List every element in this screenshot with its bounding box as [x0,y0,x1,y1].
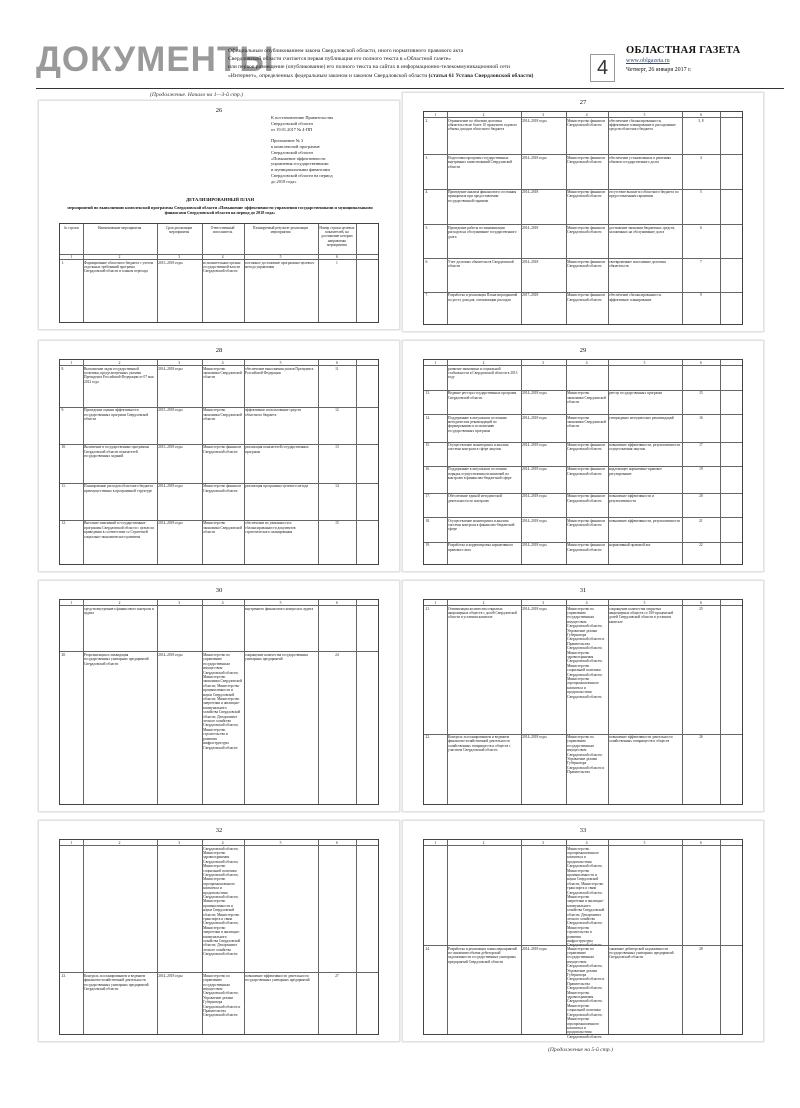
table-cell: 13 [335,445,339,450]
document-page [38,580,400,812]
table-cell: Выполнение задач государственной политики, предусмотренных указами Президента Российской Федерации от 07 мая 2012 года [84,366,154,384]
table-cell: 26 [699,735,703,740]
table-cell: исполнительные органы государственной власти Свердловской области [203,260,241,274]
column-index: 1 [70,600,73,605]
table-cell: Министерство финансов Свердловской области [567,118,606,127]
table-cell: 2014–2018 годы [522,467,547,472]
table-cell [683,847,719,944]
table-cell: Министерство экономики Свердловской области [567,415,606,429]
table-header-cell: Срок реализации мероприятия [166,225,193,234]
column-index: 1 [70,254,73,259]
table-cell: 16 [699,415,703,420]
plan-table [423,359,743,565]
column-index: 3 [542,600,545,605]
header-divider [36,88,784,89]
table-cell: Осуществление мониторинга и анализа системы контроля в сфере закупок [448,443,509,452]
annex-line: Приложение № 3 [271,138,304,144]
table-cell: своевременное исполнение долговых обязательств [609,259,667,269]
table-cell: отсутствие выплат из областного бюджета по предоставленным гарантиям [609,190,679,199]
plan-table [423,599,743,805]
table-cell: 2014–2018 годы [158,484,183,489]
table-cell: 2014–2018 [522,259,539,264]
table-cell: 12 [335,408,339,413]
column-index: 1 [70,840,73,845]
table-cell: 22 [699,543,703,548]
column-index: 5 [279,360,282,365]
newspaper-header [0,0,800,92]
table-cell: 27 [335,973,339,978]
table-cell: Ограничение по объемам долговых обязательств не более 10 процентов годового объема доходов областного бюджета [448,118,518,132]
table-header-cell: № строки [63,225,79,230]
table-cell [426,367,446,389]
table-cell [319,607,355,650]
table-cell: Планирование расходов областного бюджета преимущественно в программной структуре [84,484,153,493]
column-index: 5 [643,360,646,365]
table-cell: 17. [425,494,430,499]
column-index: 4 [221,840,224,845]
table-cell: Проведение оценки эффективности государственных программ Свердловской области [84,408,149,422]
table-cell: реестр государственных программ [609,391,662,396]
table-cell: 2017–2018 [522,293,539,298]
table-cell [522,367,564,389]
table-cell: Свердловской области; Министерство здравоохранения Свердловской области; Министерство социальной политики Свердловской области; Министерство агропромышленного комплекса и продовольствия Свердловской области; Министерство промышленности и науки Свердловской области; Министерство транспорта и связи Свердловской области; Министерство энергетики и жилищно-коммунального хозяйства Свердловской области; Департамент лесного хозяйства Свердловской области [203,846,241,957]
table-cell: 20. [61,652,66,657]
table-cell: Формирование областного бюджета с учетом отдельных требований программ Свердловской области и планом перехода [84,260,154,274]
table-cell [62,847,82,971]
table-cell: 3, 8 [698,118,704,123]
plan-table [59,839,379,1035]
table-cell: эффективное использование средств областного бюджета [245,408,301,417]
document-page [402,92,764,332]
table-cell: 2014–2018 годы [522,606,547,611]
table-cell: Разработка и корректировка нормативного правового акта [448,543,514,552]
table-cell: 5 [700,190,702,195]
table-cell: 2014–2018 годы [522,118,547,123]
table-cell [522,847,564,944]
continued-on: (Продолжение на 5-й стр.) [548,1047,613,1053]
table-cell: Министерство финансов Свердловской области [203,445,242,454]
table-cell: реализация программно-целевого метода [245,484,309,489]
table-cell: достижение экономии бюджетных средств, заложенных на обслуживание долга [609,225,676,235]
table-cell: Министерство финансов Свердловской области [567,543,606,552]
table-cell: Проведение работы по минимизации расходов на обслуживание государственного долга [448,225,517,239]
annex-line: Свердловской области [271,149,313,155]
table-cell: сокращение количества государственных унитарных предприятий [245,652,309,662]
table-cell: снижение дебиторской задолженности государственных унитарных предприятий Свердловской области [609,946,674,960]
page-number: 32 [215,827,223,834]
table-cell: 9. [61,408,65,413]
document-page [38,340,400,572]
table-cell: 2014–2018 годы [522,735,547,740]
column-index: 3 [542,360,545,365]
table-cell: Министерство финансов Свердловской области [567,155,606,165]
column-index: 4 [585,112,588,117]
table-cell: 2014–2018 годы [522,155,547,160]
table-cell: 15 [699,391,703,396]
annex-line: Свердловской области [271,120,313,126]
table-column-rule [356,600,357,804]
table-cell: Министерство по управлению государственным имуществом Свердловской области; Управление делами Губернатора Свердловской области и Правительства Свердловской области [203,973,241,1018]
table-cell: 2014–2018 годы [522,946,547,951]
document-page [402,580,764,812]
annex-block [271,115,391,185]
table-cell: развитие экономики и социальной стабильности в Свердловской области в 2013 году [448,366,518,380]
table-cell: Министерство агропромышленного комплекса и продовольствия Свердловской области; Министерство промышленности и науки Свердловской области; Министерство транспорта и связи Свердловской области; Министерство энергетики и жилищно-коммунального хозяйства Свердловской области; Департамент лесного хозяйства Свердловской области; Министерство строительства и развития инфраструктуры Свердловской области [567,846,605,948]
legal-bold: (статья 61 Устава Свердловской области) [428,72,534,79]
table-cell: 24. [425,946,430,951]
column-index: 2 [118,254,121,259]
table-cell: 2. [425,118,429,123]
table-cell: обеспечение установленных в решениях объемов государственного долга [609,155,672,165]
table-cell: 11. [61,484,66,489]
masthead: ДОКУМЕНТЫ [36,40,275,79]
column-index: 1 [434,600,437,605]
table-header-cell: Ответственный исполнитель [210,225,235,234]
table-cell: Оптимизация количества открытых акционерных обществ с долей Свердловской области в уставном капитале [448,606,517,620]
column-index: 1 [434,840,437,845]
table-cell: обеспечение сбалансированности, эффективное планирование и расходование средств областного бюджета [609,118,676,132]
table-cell [84,847,155,971]
table-cell: 2014–2018 годы [158,652,183,657]
annex-line: К постановлению Правительства [271,115,333,120]
continued-from: (Продолжение. Начало на 1—3-й стр.) [150,92,243,98]
column-index: 5 [279,600,282,605]
issue-date: Четверг, 26 января 2017 г. [626,67,692,73]
document-page [402,340,764,572]
table-cell: 7. [425,293,429,298]
table-cell [426,847,446,944]
table-cell [203,607,242,650]
annex-line: «Повышение эффективности [271,155,326,161]
table-cell: 1 [336,260,338,265]
column-index: 6 [336,254,338,259]
annex-line: управления государственными [271,161,329,167]
table-header-cell: Наименование мероприятия [97,225,142,230]
table-cell: Реорганизация и ликвидация государственных унитарных предприятий Свердловской области [84,652,149,666]
plan-subtitle: мероприятий по выполнению комплексной программы Свердловской области «Повышение эффективности управления государственными и муниципальными финансами Свердловской области на период до 2018 года» [67,205,373,216]
document-page [38,100,400,330]
table-cell: 6 [700,225,702,230]
newspaper-info [626,45,786,75]
column-index: 2 [482,360,485,365]
column-index: 2 [118,600,121,605]
column-index: 3 [542,112,545,117]
column-index: 5 [643,840,646,845]
table-cell: 2014–2018 годы [522,494,547,499]
column-index: 4 [221,360,224,365]
page-number: 30 [215,587,223,594]
table-cell: 20 [699,494,703,499]
column-index: 6 [700,112,702,117]
table-cell: Разработка и реализация плана мероприятий по снижению объема дебиторской задолженности государственных унитарных предприятий Свердловской области [448,946,517,964]
table-cell: 15. [425,443,430,448]
table-cell: 2015–2018 годы [158,408,183,413]
table-cell: 4 [700,155,702,160]
annex-line: от 19.01.2017 № 4-ПП [271,126,313,132]
table-cell: 2014–2018 годы [522,415,547,420]
column-index: 2 [482,112,485,117]
column-index: 3 [542,840,545,845]
table-cell: 19 [699,467,703,472]
table-cell: Контроль за планированием и ведением финансово-хозяйственной деятельности государственных унитарных предприятий Свердловской области [84,973,149,991]
page-number: 27 [579,99,587,106]
table-cell: повышение эффективности, результативности осуществления закупок [609,443,680,452]
table-cell: Проведение анализа финансового состояния принципала при предоставлении государственной гарантии [448,190,517,203]
table-column-rule [356,360,357,564]
table-cell: 25 [699,606,703,611]
table-cell: 1. [61,260,65,265]
page-number-badge: 4 [590,54,615,82]
table-cell: 8. [61,366,65,371]
table-cell: 7 [700,259,702,264]
legal-notice [228,47,580,80]
table-cell: Министерство финансов Свердловской области [567,225,606,235]
column-index: 6 [700,360,702,365]
table-cell [319,847,355,971]
table-cell: повышение эффективности деятельности хозяйственных товариществ и обществ [609,735,673,744]
table-cell: Министерство финансов Свердловской области [567,190,606,199]
table-cell: нормативный правовой акт [609,543,651,548]
column-index: 3 [178,840,181,845]
table-cell: надлежащее нормативно-правовое регулирование [609,467,662,476]
table-cell: 13. [425,391,430,396]
table-cell: 2014–2018 годы [522,543,547,548]
column-index: 6 [700,840,702,845]
table-cell: Включение в государственные программы Свердловской области показателей государственных заданий [84,445,149,459]
table-cell: Министерство экономики Свердловской области [203,366,242,380]
newspaper-name: ОБЛАСТНАЯ ГАЗЕТА [626,45,741,56]
table-cell: 9 [700,293,702,298]
table-cell: 28 [699,946,703,951]
table-cell: 6. [425,259,429,264]
table-cell: утверждение методических рекомендаций [609,415,674,420]
page-number: 31 [579,587,587,594]
table-cell: 2014–2018 годы [522,518,547,523]
table-cell [158,607,200,650]
table-cell: 2014–2018 [522,225,539,230]
column-index: 5 [279,254,282,259]
column-index: 2 [482,840,485,845]
table-cell: 23. [61,973,66,978]
table-header-cell: Планируемый результат реализации мероприятия [252,225,309,234]
table-cell: Министерство финансов Свердловской области [567,443,606,452]
table-cell: Министерство экономики Свердловской области [567,391,606,404]
table-cell: Министерство экономики Свердловской области [203,521,242,535]
page-number: 28 [215,347,223,354]
table-cell: Министерство по управлению государственным имуществом Свердловской области; Управление делами Губернатора Свердловской области и Правительства Свердловской области; Министерство здравоохранения Свердловской области; Министерство социальной политики Свердловской области; Министерство агропромышленного комплекса и продовольствия Свердловской области [567,606,605,699]
table-cell: Поддержание в актуальном состоянии порядка осуществления полномочий по контролю в финансово-бюджетной сфере [448,467,512,481]
table-cell: Министерство финансов Свердловской области [567,293,606,302]
table-cell: Обеспечение единой методической деятельности по контролю [448,494,502,503]
column-index: 1 [434,360,437,365]
column-index: 4 [221,600,224,605]
plan-table [59,359,379,565]
table-cell: 14 [335,484,339,489]
table-cell: обеспечение сбалансированности, эффективное планирование [609,293,662,302]
page-number: 33 [579,827,587,834]
table-cell: 22. [425,735,430,740]
column-index: 6 [700,600,702,605]
table-cell [609,367,680,389]
table-cell: 2014–2018 годы [522,443,547,448]
column-index: 5 [643,600,646,605]
website-link[interactable]: www.oblgazeta.ru [626,58,670,64]
annex-line: до 2018 года» [271,178,297,184]
table-cell: обеспечение их увязанности и сбалансированности документов стратегического планирования [245,521,296,535]
table-cell: 21 [699,518,703,523]
table-cell: Подготовка программ государственных внутренних заимствований Свердловской области [448,155,513,169]
table-column-rule [720,600,721,804]
table-cell: 10. [61,445,66,450]
table-cell: 5. [425,225,429,230]
column-index: 4 [585,600,588,605]
legal-line: Официальным опубликованием закона Свердловской области, иного нормативного правового акта [228,48,464,54]
table-cell: 11 [335,366,339,371]
legal-line-text: «Интернет», определенных федеральным законом и законом Свердловской области [228,72,428,79]
table-cell [245,847,316,971]
table-cell: Осуществление мониторинга и анализа системы контроля в финансово-бюджетной сфере [448,518,515,532]
table-column-rule [356,840,357,1034]
table-cell: средств внутреннего финансового контроля и аудита [84,606,154,615]
table-cell: 18. [425,518,430,523]
table-cell: 14. [425,415,430,420]
table-cell: реализация показателей государственных программ [245,445,309,454]
column-index: 2 [482,600,485,605]
column-index: 2 [118,840,121,845]
table-cell: Учет долговых обязательств Свердловской области [448,259,514,269]
page-number: 29 [579,347,587,354]
table-cell: Контроль за планированием и ведением финансово-хозяйственной деятельности хозяйственных товариществ и обществ с участием Свердловской области [448,735,511,753]
column-index: 4 [221,254,224,259]
column-index: 3 [178,600,181,605]
column-index: 6 [336,600,338,605]
page-number: 26 [215,107,223,114]
table-cell: 2015–2018 годы [158,260,183,265]
table-cell: Министерство финансов Свердловской области [567,494,606,503]
table-cell: 4. [425,190,429,195]
table-cell: 12. [61,521,66,526]
column-index: 3 [178,254,181,259]
plan-table [59,223,379,323]
table-cell: 2014–2018 годы [158,973,183,978]
table-cell: 2015–2018 годы [158,445,183,450]
table-cell: Министерство финансов Свердловской области [567,259,606,269]
table-cell [567,367,606,389]
table-cell: Министерство экономики Свердловской области [203,408,242,422]
table-cell [609,847,680,944]
plan-table [423,839,743,1039]
table-cell: внутреннего финансового контроля и аудита [245,606,314,611]
column-index: 6 [336,360,338,365]
table-column-rule [356,224,357,322]
column-index: 6 [336,840,338,845]
column-index: 5 [643,112,646,117]
table-cell: обеспечение выполнения указов Президента Российской Федерации [245,366,314,375]
legal-line [228,72,580,80]
table-cell: поэтапное достижение программно-целевого метода управления [245,260,315,269]
table-cell: Разработка и реализация Плана мероприятий по росту доходов, оптимизации расходов [448,293,518,302]
table-cell: Поддержание в актуальном состоянии методических рекомендаций по формированию и исполнению государственных программ [448,415,507,433]
table-cell: 2014–2018 [522,190,539,195]
table-cell: повышение эффективности, результативности [609,518,680,523]
table-cell: повышение эффективности и результативности [609,494,654,503]
column-index: 1 [434,112,437,117]
table-cell [158,847,200,971]
table-header-cell: Номер строки целевых показателей, на достижение которых направлены мероприятия [319,225,355,248]
column-index: 3 [178,360,181,365]
table-cell [62,607,82,650]
table-column-rule [720,840,721,1034]
table-cell: Министерство по управлению государственным имуществом Свердловской области; Управление делами Губернатора Свердловской области и Правительства Свердловской области; Министерство здравоохранения Свердловской области; Министерство социальной политики Свердловской области; Министерство агропромышленного комплекса и продовольствия Свердловской области [567,946,605,1039]
annex-line: к комплексной программе [271,143,320,149]
table-cell [448,847,519,944]
table-cell: Министерство финансов Свердловской области [567,467,606,476]
table-cell: Министерство по управлению государственным имуществом Свердловской области; Министерство экономики Свердловской области; Министерство промышленности и науки Свердловской области; Министерство энергетики и жилищно-коммунального хозяйства Свердловской области; Департамент лесного хозяйства Свердловской области; Министерство строительства и развития инфраструктуры Свердловской области [203,652,242,750]
column-index: 2 [118,360,121,365]
document-page [38,820,400,1042]
table-cell: 21. [425,606,430,611]
table-cell [683,367,719,389]
table-cell: Ведение реестра государственных программ Свердловской области [448,391,517,400]
table-cell: сокращение количества открытых акционерных обществ со 100-процентной долей Свердловской области в уставном капитале [609,606,674,624]
column-index: 4 [585,360,588,365]
table-cell: повышение эффективности деятельности государственных унитарных предприятий [245,973,310,983]
table-cell: 17 [699,443,703,448]
table-cell: Министерство финансов Свердловской области [567,518,606,527]
table-cell: 16. [425,467,430,472]
annex-line: и муниципальными финансами [271,167,330,173]
column-index: 5 [279,840,282,845]
document-page [402,820,764,1042]
legal-line: или первое размещение (опубликование) его полного текста на сайтах в информационно-телекоммуникационной сети [228,64,511,71]
table-cell: 2014–2018 годы [158,521,183,526]
table-cell: Министерство по управлению государственным имуществом Свердловской области; Управление делами Губернатора Свердловской области и Правительства [567,735,605,775]
table-cell: Внесение изменений в государственные программы Свердловской области с целью их приведения в соответствие со Стратегией социально-экономического развития [84,521,155,539]
table-cell: 24 [335,652,339,657]
legal-line: Свердловской области считается первая публикация его полного текста в «Областной газете» [228,56,452,63]
plan-title: ДЕТАЛИЗИРОВАННЫЙ ПЛАН [185,197,255,202]
column-index: 4 [585,840,588,845]
annex-line: Свердловской области на период [271,172,333,178]
table-cell: 2014–2018 годы [158,366,183,371]
table-cell: 19. [425,543,430,548]
table-cell: 2014–2018 годы [522,391,547,396]
table-cell: 3. [425,155,429,160]
column-index: 1 [70,360,73,365]
plan-table [423,111,743,325]
table-cell: 15 [335,521,339,526]
table-cell: Министерство финансов Свердловской области [203,484,242,493]
plan-table [59,599,379,805]
